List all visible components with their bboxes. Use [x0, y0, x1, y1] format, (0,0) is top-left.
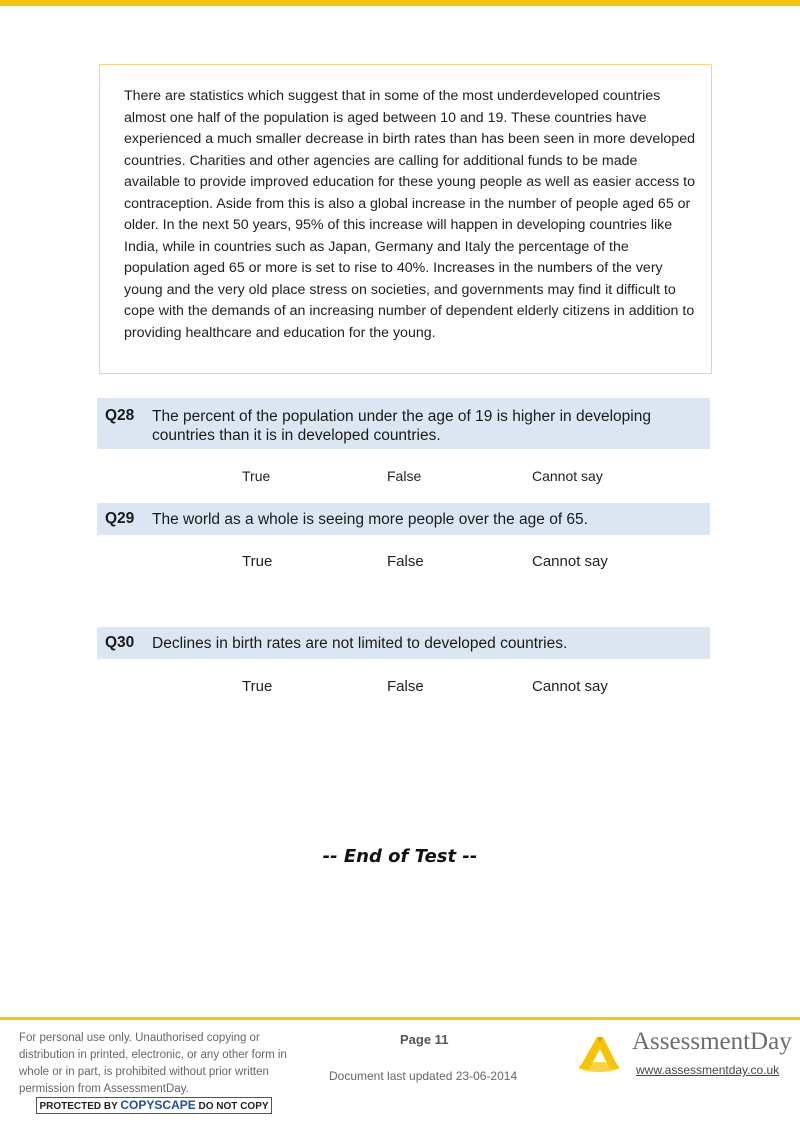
document-updated-date: Document last updated 23-06-2014 [329, 1069, 518, 1083]
q30-option-false[interactable]: False [387, 678, 424, 695]
copyscape-prefix: PROTECTED BY [39, 1101, 118, 1112]
q28-option-cannot-say[interactable]: Cannot say [532, 468, 603, 484]
question-30-bar [97, 627, 710, 659]
end-of-test-heading: -- End of Test -- [322, 846, 478, 867]
top-accent-bar [0, 0, 800, 6]
q29-option-cannot-say[interactable]: Cannot say [532, 553, 608, 570]
question-text: The world as a whole is seeing more people over the age of 65. [152, 511, 588, 528]
copyscape-brand: COPYSCAPE [120, 1098, 196, 1112]
copyscape-suffix: DO NOT COPY [198, 1101, 269, 1112]
q30-option-cannot-say[interactable]: Cannot say [532, 678, 608, 695]
q28-option-true[interactable]: True [242, 468, 271, 484]
q29-option-false[interactable]: False [387, 553, 424, 570]
page-number: Page 11 [400, 1032, 449, 1047]
question-28-bar [97, 398, 710, 449]
question-number: Q29 [105, 510, 135, 527]
question-text: The percent of the population under the age of 19 is higher in developing countries than it is in developed countries. [152, 408, 651, 444]
assessmentday-logo-icon [577, 1031, 629, 1075]
question-text: Declines in birth rates are not limited to developed countries. [152, 635, 568, 652]
copyscape-badge[interactable] [36, 1097, 272, 1114]
brand-logo-text: AssessmentDay [632, 1028, 792, 1055]
question-29-bar [97, 503, 710, 535]
footer-divider [0, 1017, 800, 1020]
copyright-disclaimer: For personal use only. Unauthorised copying or distribution in printed, electronic, or any other form in whole or in part, is prohibited without prior written permission from AssessmentDay. [19, 1032, 287, 1095]
q30-option-true[interactable]: True [242, 678, 273, 695]
question-number: Q28 [105, 407, 135, 424]
q28-option-false[interactable]: False [387, 468, 422, 484]
q29-option-true[interactable]: True [242, 553, 273, 570]
website-link[interactable]: www.assessmentday.co.uk [636, 1063, 780, 1077]
question-number: Q30 [105, 634, 135, 651]
reading-passage: There are statistics which suggest that in some of the most underdeveloped countries almost one half of the population is aged between 10 and 19. These countries have experienced a much smaller decrease in birth rates than has been seen in more developed countries. Charities and other agencies are calling for additional funds to be made available to provide improved education for these young people as well as easier access to contraception. Aside from this is also a global increase in the number of people aged 65 or older. In the next 50 years, 95% of this increase will happen in developing countries like India, while in countries such as Japan, Germany and Italy the percentage of the population aged 65 or more is set to rise to 40%. Increases in the numbers of the very young and the very old place stress on societies, and governments may find it difficult to cope with the demands of an increasing number of dependent elderly citizens in addition to providing healthcare and education for the young. [99, 64, 712, 374]
